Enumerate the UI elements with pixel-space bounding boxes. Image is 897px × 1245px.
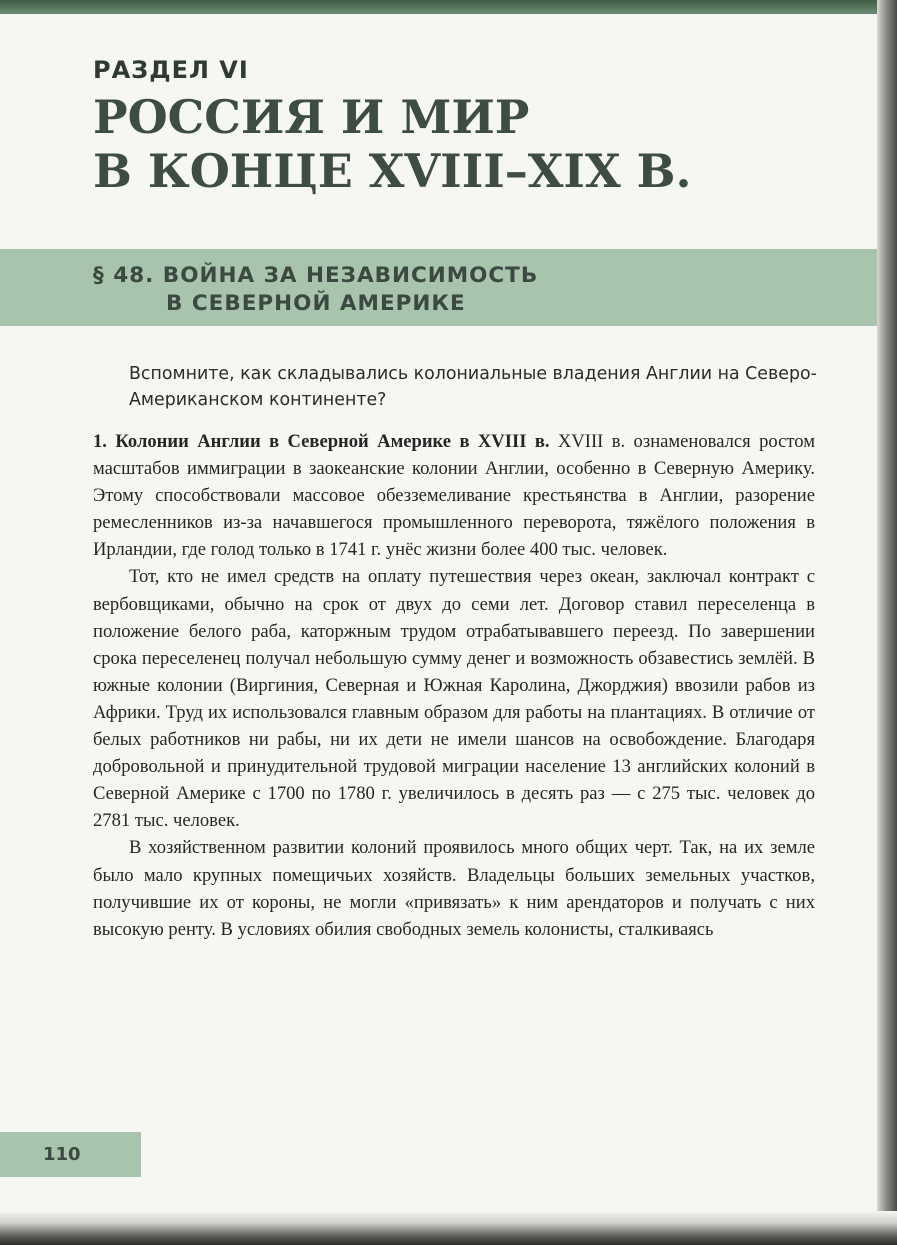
page-bottom-shadow xyxy=(0,1211,897,1245)
section-title xyxy=(93,90,793,198)
section-title-line-2: В КОНЦЕ XVIII–XIX В. xyxy=(93,144,692,198)
section-label: РАЗДЕЛ VI xyxy=(93,56,249,84)
body-paragraph-2: Тот, кто не имел средств на оплату путешествия через океан, заключал контракт с вербовщиками, обычно на срок от двух до семи лет. Договор ставил переселенца в положение белого раба, каторжным трудом отрабатывавшего переезд. По завершении срока переселенец получал небольшую сумму денег и возможность обзавестись землёй. В южные колонии (Виргиния, Северная и Южная Каролина, Джорджия) ввозили рабов из Африки. Труд их использовался главным образом для работы на плантациях. В отличие от белых работников ни рабы, ни их дети не имели шансов на освобождение. Благодаря добровольной и принудительной трудовой миграции население 13 английских колоний в Северной Америке с 1700 по 1780 г. увеличилось в десять раз — с 275 тыс. человек до 2781 тыс. человек. xyxy=(93,566,815,832)
body-paragraph-1 xyxy=(93,428,815,563)
page-number-tab xyxy=(0,1132,141,1177)
paragraph-title xyxy=(93,262,538,318)
body-paragraph-3: В хозяйственном развитии колоний проявилось много общих черт. Так, на их земле было мало крупных помещичьих хозяйств. Владельцы больших земельных участков, получившие их от короны, не могли «привязать» к ним арендаторов и получать с них высокую ренту. В условиях обилия свободных земель колонисты, сталкиваясь xyxy=(93,837,815,940)
paragraph-title-line-2: В СЕВЕРНОЙ АМЕРИКЕ xyxy=(166,291,466,316)
subheading: 1. Колонии Англии в Северной Америке в XVIII в. xyxy=(93,431,550,452)
section-title-line-1: РОССИЯ И МИР xyxy=(93,90,530,144)
top-color-band xyxy=(0,0,897,14)
body-paragraph-1-text: XVIII в. ознаменовался ростом масштабов иммиграции в заокеанские колонии Англии, особенно в Северную Америку. Этому способствовали массовое обезземеливание крестьянства в Англии, разорение ремесленников из-за начавшегося промышленного переворота, тяжёлого положения в Ирландии, где голод только в 1741 г. унёс жизни более 400 тыс. человек. xyxy=(93,431,815,561)
page-edge-shadow xyxy=(877,0,897,1245)
body-text xyxy=(93,428,815,943)
page-number: 110 xyxy=(43,1144,81,1165)
recall-question: Вспомните, как складывались колониальные владения Англии на Северо-Американском континенте? xyxy=(129,364,817,410)
paragraph-title-line-1: § 48. ВОЙНА ЗА НЕЗАВИСИМОСТЬ xyxy=(93,263,539,288)
